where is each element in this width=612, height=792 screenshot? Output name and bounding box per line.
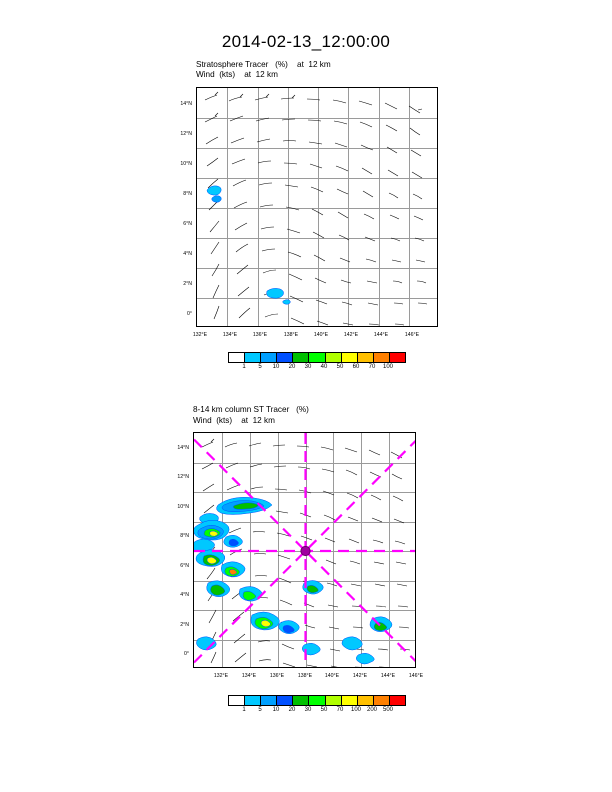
colorbar-cell: [342, 696, 358, 705]
colorbar-label: 1: [242, 707, 246, 713]
xtick: 134°E: [241, 673, 257, 679]
colorbar-label: 30: [304, 707, 312, 713]
ytick: 2°N: [183, 281, 192, 287]
xtick: 138°E: [283, 332, 299, 338]
ytick: 6°N: [180, 563, 189, 569]
colorbar-cell: [374, 696, 390, 705]
colorbar-label: 50: [320, 707, 328, 713]
ytick: 10°N: [180, 161, 192, 167]
xtick: 136°E: [269, 673, 285, 679]
colorbar-label: 20: [288, 707, 296, 713]
ytick: 12°N: [177, 474, 189, 480]
colorbar-label: 200: [366, 707, 378, 713]
lower-radial-overlay: [194, 433, 416, 668]
ytick: 0°: [187, 311, 192, 317]
xtick: 134°E: [222, 332, 238, 338]
ytick: 4°N: [183, 251, 192, 257]
colorbar-cell: [261, 696, 277, 705]
colorbar-label: 70: [368, 364, 376, 370]
ytick: 8°N: [180, 533, 189, 539]
panel-lower-heading-line1: 8-14 km column ST Tracer (%): [193, 405, 309, 414]
colorbar-cell: [358, 696, 374, 705]
colorbar-label: 5: [258, 707, 262, 713]
colorbar-label: 100: [350, 707, 362, 713]
ytick: 12°N: [180, 131, 192, 137]
colorbar-cell: [245, 696, 261, 705]
xtick: 144°E: [380, 673, 396, 679]
colorbar-label: 10: [272, 364, 280, 370]
xtick: 144°E: [373, 332, 389, 338]
colorbar-label: 5: [258, 364, 262, 370]
colorbar-label: 40: [320, 364, 328, 370]
ytick: 10°N: [177, 504, 189, 510]
colorbar-label: 1: [242, 364, 246, 370]
colorbar-cell: [390, 696, 405, 705]
colorbar-cell: [229, 696, 245, 705]
colorbar-lower-labels: [228, 707, 404, 717]
ytick: 14°N: [177, 445, 189, 451]
panel-upper-heading-line2: Wind (kts) at 12 km: [196, 70, 278, 79]
colorbar-cell: [309, 696, 325, 705]
xtick: 142°E: [343, 332, 359, 338]
xtick: 132°E: [192, 332, 208, 338]
xtick: 140°E: [313, 332, 329, 338]
colorbar-label: 10: [272, 707, 280, 713]
colorbar-label: 50: [336, 364, 344, 370]
xtick: 142°E: [352, 673, 368, 679]
colorbar-lower: [228, 695, 406, 706]
colorbar-label: 70: [336, 707, 344, 713]
xtick: 140°E: [324, 673, 340, 679]
xtick: 136°E: [252, 332, 268, 338]
xtick: 138°E: [297, 673, 313, 679]
xtick: 146°E: [404, 332, 420, 338]
map-lower[interactable]: [193, 432, 416, 668]
ytick: 6°N: [183, 221, 192, 227]
panel-upper-heading-line1: Stratosphere Tracer (%) at 12 km: [196, 60, 331, 69]
panel-lower-heading-line2: Wind (kts) at 12 km: [193, 416, 275, 425]
colorbar-label: 20: [288, 364, 296, 370]
ytick: 2°N: [180, 622, 189, 628]
colorbar-label: 60: [352, 364, 360, 370]
colorbar-cell: [293, 696, 309, 705]
ytick: 0°: [184, 651, 189, 657]
colorbar-cell: [326, 696, 342, 705]
ytick: 4°N: [180, 592, 189, 598]
ytick: 14°N: [180, 101, 192, 107]
xtick: 132°E: [213, 673, 229, 679]
ytick: 8°N: [183, 191, 192, 197]
colorbar-label: 500: [382, 707, 394, 713]
page-title: 2014-02-13_12:00:00: [221, 32, 391, 51]
colorbar-cell: [277, 696, 293, 705]
xtick: 146°E: [408, 673, 424, 679]
colorbar-label: 30: [304, 364, 312, 370]
colorbar-label: 100: [382, 364, 394, 370]
